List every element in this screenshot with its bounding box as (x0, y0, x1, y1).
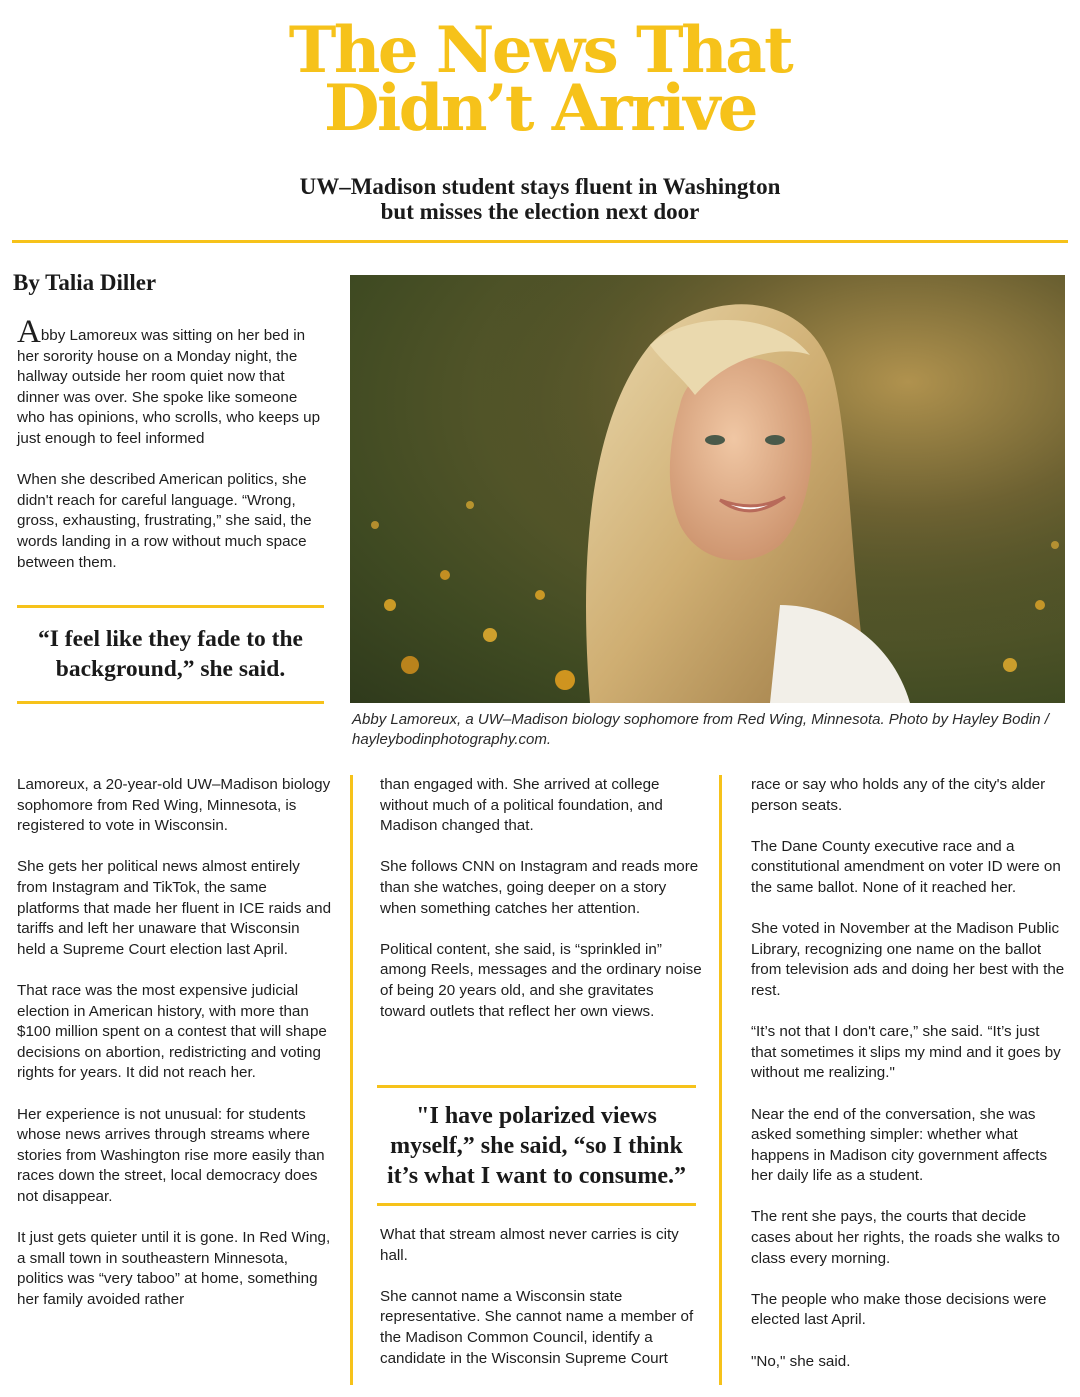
column-3-paragraph: “It’s not that I don't care,” she said. “It’s just that sometimes it slips my mind and it goes by without me realizing." (751, 1023, 1061, 1082)
pull-quote-1: “I feel like they fade to the background,” she said. (17, 605, 324, 704)
column-2-paragraph: Political content, she said, is “sprinkled in” among Reels, messages and the ordinary noise of being 20 years old, and she gravitates toward outlets that reflect her own views. (380, 940, 702, 1020)
pull-quote-2: "I have polarized views myself,” she said, “so I think it’s what I want to consume.” (377, 1085, 696, 1206)
column-1 (17, 775, 332, 1310)
column-2-paragraph: She follows CNN on Instagram and reads more than she watches, going deeper on a story when something catches her attention. (380, 858, 699, 917)
headline-line-1: The News That (288, 13, 792, 88)
column-3 (751, 775, 1066, 1372)
header-divider (12, 240, 1068, 243)
column-2-continued (380, 1225, 702, 1369)
byline: By Talia Diller (13, 270, 157, 295)
column-3-paragraph: "No," she said. (751, 1352, 851, 1370)
headline-line-2: Didn’t Arrive (323, 71, 757, 146)
column-3-paragraph: The Dane County executive race and a constitutional amendment on voter ID were on the same ballot. None of it reached her. (751, 837, 1061, 896)
column-3-paragraph: The rent she pays, the courts that decide cases about her rights, the roads she walks to class every morning. (751, 1208, 1060, 1267)
column-1-paragraph: That race was the most expensive judicial election in American history, with more than $100 million spent on a contest that will shape decisions on abortion, redistricting and voting rights for years. It did not reach her. (17, 981, 327, 1082)
headline (0, 13, 1080, 146)
drop-cap: A (17, 314, 41, 350)
intro-paragraph-2: When she described American politics, she didn't reach for careful language. “Wrong, gross, exhausting, frustrating,” she said, the words landing in a row without much space between them. (17, 471, 312, 571)
column-3-paragraph: The people who make those decisions were elected last April. (751, 1290, 1047, 1329)
portrait-photo (350, 275, 1065, 703)
column-2-paragraph: than engaged with. She arrived at college without much of a political foundation, and Madison changed that. (380, 776, 663, 835)
column-1-paragraph: She gets her political news almost entirely from Instagram and TikTok, the same platforms that made her fluent in ICE raids and tariffs and left her unaware that Wisconsin held a Supreme Court election last April. (17, 858, 332, 958)
intro-text (17, 314, 327, 573)
subheadline-line-2: but misses the election next door (380, 199, 700, 224)
subheadline (0, 174, 1080, 224)
column-2-paragraph: What that stream almost never carries is city hall. (380, 1226, 679, 1264)
photo-caption: Abby Lamoreux, a UW–Madison biology sophomore from Red Wing, Minnesota. Photo by Hayley Bodin / hayleybodinphotography.com. (352, 711, 1049, 748)
portrait-photo-illustration (350, 275, 1065, 703)
column-1-paragraph: Lamoreux, a 20-year-old UW–Madison biology sophomore from Red Wing, Minnesota, is registered to vote in Wisconsin. (17, 776, 331, 835)
subheadline-line-1: UW–Madison student stays fluent in Washington (299, 174, 781, 199)
column-2 (380, 775, 702, 1022)
column-1-paragraph: It just gets quieter until it is gone. In Red Wing, a small town in southeastern Minnesota, politics was “very taboo” at home, something her family avoided rather (17, 1229, 331, 1308)
column-1-paragraph: Her experience is not unusual: for students whose news arrives through streams where stories from Washington rise more easily than races down the street, local democracy does not disappear. (17, 1105, 325, 1205)
column-3-paragraph: She voted in November at the Madison Public Library, recognizing one name on the ballot from television ads and doing her best with the rest. (751, 920, 1065, 999)
column-divider-1 (350, 775, 353, 1385)
column-3-paragraph: Near the end of the conversation, she was asked something simpler: whether what happens in Madison city government affects her daily life as a student. (751, 1105, 1048, 1185)
column-3-paragraph: race or say who holds any of the city's alder person seats. (751, 776, 1046, 814)
column-2-paragraph: She cannot name a Wisconsin state representative. She cannot name a member of the Madison Common Council, identify a candidate in the Wisconsin Supreme Court (380, 1287, 694, 1367)
intro-paragraph-1 (17, 314, 327, 450)
column-divider-2 (719, 775, 722, 1385)
intro-paragraph-1-text: bby Lamoreux was sitting on her bed in her sorority house on a Monday night, the hallway outside her room quiet now that dinner was over. She spoke like someone who has opinions, who scrolls, who keeps up just enough to feel informed (17, 327, 321, 447)
